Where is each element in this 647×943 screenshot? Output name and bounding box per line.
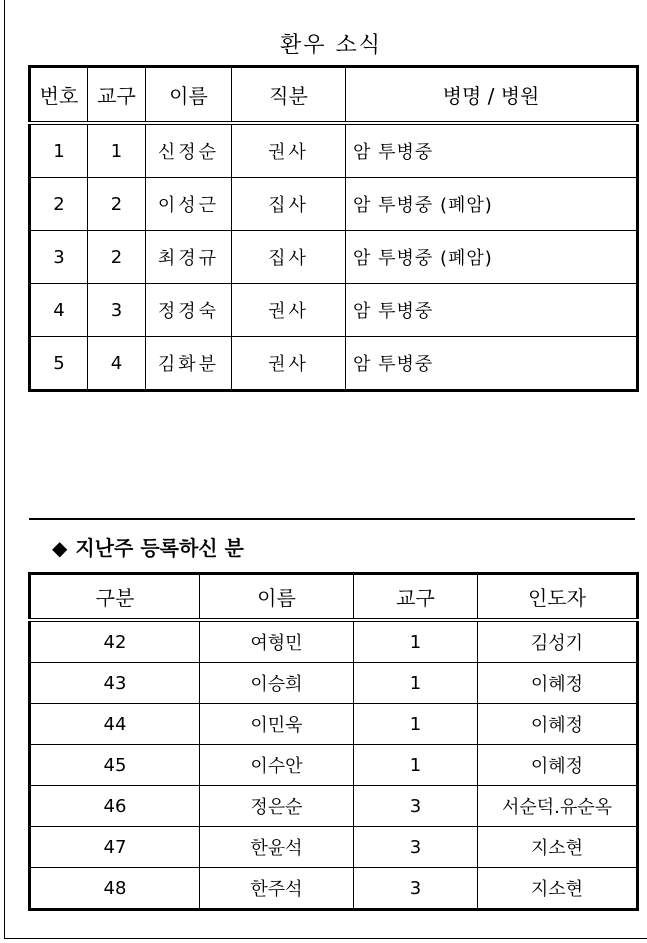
registered-heading-text: 지난주 등록하신 분 — [75, 536, 244, 560]
patient-news-title: 환우 소식 — [279, 33, 382, 58]
table-row — [30, 231, 638, 284]
table-row — [30, 827, 638, 868]
cell-district: 3 — [354, 868, 478, 910]
cell-district: 3 — [354, 827, 478, 868]
header-category: 구분 — [30, 574, 200, 621]
table-row — [30, 178, 638, 231]
header-guide: 인도자 — [478, 574, 638, 621]
header-district: 교구 — [354, 574, 478, 621]
cell-position: 집사 — [232, 231, 346, 284]
cell-number: 1 — [30, 123, 88, 178]
cell-guide: 이혜정 — [478, 745, 638, 786]
cell-position: 집사 — [232, 178, 346, 231]
patient-news-table — [28, 65, 639, 392]
cell-name: 이성근 — [146, 178, 232, 231]
cell-illness: 암 투병중 (폐암) — [346, 231, 638, 284]
cell-name: 신정순 — [146, 123, 232, 178]
cell-number: 4 — [30, 284, 88, 337]
patient-news-header-row — [30, 67, 638, 124]
cell-illness: 암 투병중 — [346, 123, 638, 178]
cell-name: 정경숙 — [146, 284, 232, 337]
cell-name: 이민욱 — [200, 704, 354, 745]
section-divider — [29, 518, 635, 520]
cell-district: 1 — [354, 620, 478, 663]
registered-header-row — [30, 574, 638, 621]
cell-guide: 김성기 — [478, 620, 638, 663]
cell-category: 42 — [30, 620, 200, 663]
cell-category: 46 — [30, 786, 200, 827]
table-row — [30, 123, 638, 178]
header-district: 교구 — [88, 67, 146, 124]
cell-name: 한주석 — [200, 868, 354, 910]
header-position: 직분 — [232, 67, 346, 124]
cell-district: 1 — [354, 745, 478, 786]
cell-illness: 암 투병중 (폐암) — [346, 178, 638, 231]
cell-name: 김화분 — [146, 337, 232, 391]
cell-name: 정은순 — [200, 786, 354, 827]
header-number: 번호 — [30, 67, 88, 124]
cell-category: 43 — [30, 663, 200, 704]
header-illness-hospital: 병명 / 병원 — [346, 67, 638, 124]
cell-category: 48 — [30, 868, 200, 910]
cell-district: 1 — [354, 704, 478, 745]
registered-table — [28, 572, 639, 911]
cell-district: 3 — [354, 786, 478, 827]
page-left-border — [4, 0, 5, 938]
table-row — [30, 868, 638, 910]
table-row — [30, 786, 638, 827]
page-bottom-border — [4, 938, 647, 939]
cell-name: 이수안 — [200, 745, 354, 786]
cell-guide: 지소현 — [478, 827, 638, 868]
black-diamond-icon: ◆ — [52, 536, 68, 560]
cell-guide: 서순덕.유순옥 — [478, 786, 638, 827]
cell-category: 45 — [30, 745, 200, 786]
table-row — [30, 620, 638, 663]
cell-illness: 암 투병중 — [346, 337, 638, 391]
cell-guide: 지소현 — [478, 868, 638, 910]
cell-position: 권사 — [232, 337, 346, 391]
cell-name: 한윤석 — [200, 827, 354, 868]
cell-name: 이승희 — [200, 663, 354, 704]
cell-position: 권사 — [232, 284, 346, 337]
table-row — [30, 663, 638, 704]
cell-guide: 이혜정 — [478, 663, 638, 704]
cell-district: 1 — [354, 663, 478, 704]
table-row — [30, 704, 638, 745]
header-name: 이름 — [146, 67, 232, 124]
cell-district: 2 — [88, 231, 146, 284]
table-row — [30, 745, 638, 786]
cell-number: 5 — [30, 337, 88, 391]
cell-district: 2 — [88, 178, 146, 231]
cell-illness: 암 투병중 — [346, 284, 638, 337]
registered-heading — [52, 532, 244, 561]
table-row — [30, 337, 638, 391]
cell-guide: 이혜정 — [478, 704, 638, 745]
cell-category: 47 — [30, 827, 200, 868]
cell-number: 3 — [30, 231, 88, 284]
cell-district: 3 — [88, 284, 146, 337]
cell-name: 최경규 — [146, 231, 232, 284]
cell-district: 4 — [88, 337, 146, 391]
cell-number: 2 — [30, 178, 88, 231]
table-row — [30, 284, 638, 337]
cell-category: 44 — [30, 704, 200, 745]
cell-district: 1 — [88, 123, 146, 178]
cell-name: 여형민 — [200, 620, 354, 663]
cell-position: 권사 — [232, 123, 346, 178]
header-name: 이름 — [200, 574, 354, 621]
